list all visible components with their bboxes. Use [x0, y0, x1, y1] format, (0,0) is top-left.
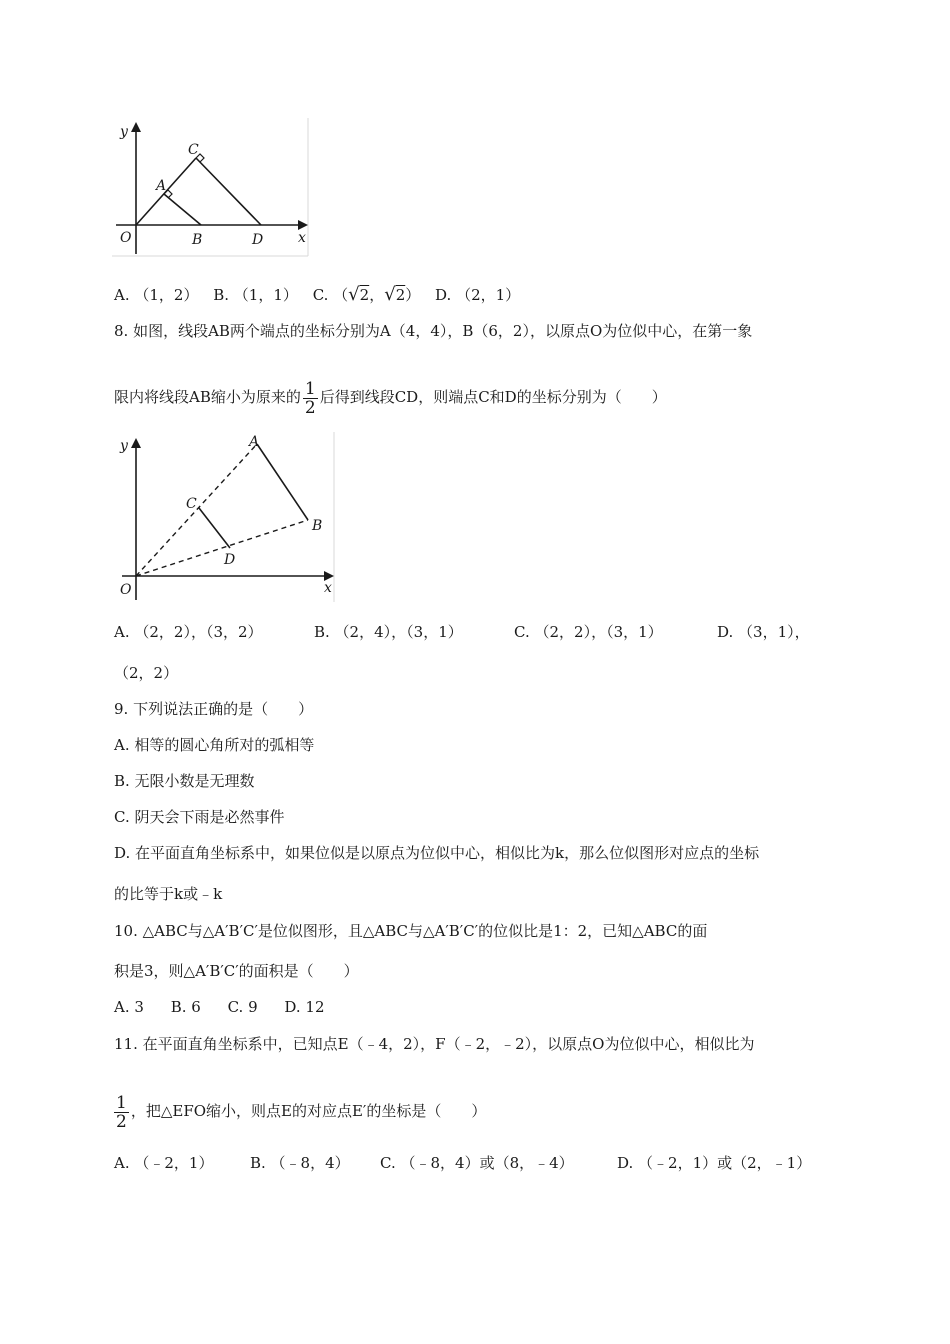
- q10-option-a[interactable]: A. 3: [114, 998, 144, 1016]
- fraction-numerator: 1: [116, 1092, 127, 1113]
- label-A: A: [156, 178, 167, 194]
- segment-AB: [164, 194, 201, 225]
- q8-stem-line2-before: 限内将线段AB缩小为原来的: [114, 388, 301, 406]
- q7-options: [114, 285, 520, 305]
- fraction-denominator: 2: [116, 1111, 127, 1132]
- q7-option-c-suffix: ）: [405, 286, 421, 304]
- label-C: C: [186, 496, 197, 512]
- q11-stem-line2-after: ，把△EFO缩小，则点E的对应点E′的坐标是（ ）: [130, 1102, 487, 1120]
- x-axis-arrow: [298, 220, 308, 230]
- q11-option-d[interactable]: D. （﹣2，1）或（2，﹣1）: [617, 1154, 812, 1172]
- label-D: D: [224, 552, 236, 568]
- q7-option-b[interactable]: B. （1，1）: [213, 286, 298, 304]
- q8-stem-line1: 8. 如图，线段AB两个端点的坐标分别为A（4，4），B（6，2），以原点O为位似中心，在第一象: [114, 322, 753, 340]
- q8-option-d[interactable]: D. （3，1），: [717, 623, 810, 641]
- q11-option-c[interactable]: C. （﹣8，4）或（8，﹣4）: [380, 1154, 574, 1172]
- segment-CD: [199, 508, 230, 548]
- q11-stem-line2: [114, 1092, 486, 1131]
- label-x: x: [298, 230, 306, 246]
- label-y: y: [120, 438, 128, 454]
- q7-option-d[interactable]: D. （2，1）: [435, 286, 521, 304]
- sqrt-symbol: √2: [348, 284, 370, 305]
- fraction-one-half: [303, 380, 318, 417]
- q10-option-b[interactable]: B. 6: [170, 998, 201, 1016]
- q7-option-c-prefix: C. （: [312, 286, 349, 304]
- segment-AB: [257, 444, 308, 520]
- q8-stem-line2: [114, 378, 667, 417]
- q7-option-c-radicand-1: 2: [359, 286, 370, 304]
- q9-option-d[interactable]: D. 在平面直角坐标系中，如果位似是以原点为位似中心，相似比为k，那么位似图形对应点的坐标: [114, 844, 760, 862]
- q10-stem-line1: 10. △ABC与△A′B′C′是位似图形，且△ABC与△A′B′C′的位似比是1：2，已知△ABC的面: [114, 922, 708, 940]
- q8-options: [114, 622, 810, 642]
- q7-option-c[interactable]: [313, 285, 421, 305]
- q11-options: [114, 1153, 812, 1173]
- q8-stem-line2-after: 后得到线段CD，则端点C和D的坐标分别为（ ）: [319, 388, 667, 406]
- y-axis-arrow: [131, 122, 141, 132]
- fraction-denominator: 2: [304, 397, 316, 418]
- q10-stem-line2: 积是3，则△A′B′C′的面积是（ ）: [114, 962, 359, 980]
- q9-option-a[interactable]: A. 相等的圆心角所对的弧相等: [114, 736, 315, 754]
- q7-option-c-radicand-2: 2: [395, 286, 406, 304]
- q8-option-c[interactable]: C. （2，2），（3，1）: [514, 623, 663, 641]
- label-y: y: [120, 124, 128, 140]
- q11-stem-line1: 11. 在平面直角坐标系中，已知点E（﹣4，2），F（﹣2，﹣2），以原点O为位似中心，相似比为: [114, 1035, 755, 1053]
- q8-option-b[interactable]: B. （2，4），（3，1）: [314, 623, 463, 641]
- q9-option-d-cont: 的比等于k或﹣k: [114, 885, 223, 903]
- q9-stem: 9. 下列说法正确的是（ ）: [114, 700, 314, 718]
- label-O: O: [120, 230, 132, 246]
- figure-q8: [112, 432, 338, 604]
- label-x: x: [324, 580, 332, 596]
- label-O: O: [120, 582, 132, 598]
- q9-option-b[interactable]: B. 无限小数是无理数: [114, 772, 255, 790]
- y-axis-arrow: [131, 438, 141, 448]
- q9-option-c[interactable]: C. 阴天会下雨是必然事件: [114, 808, 285, 826]
- q8-option-a[interactable]: A. （2，2），（3，2）: [114, 623, 263, 641]
- q7-option-a[interactable]: A. （1，2）: [114, 286, 199, 304]
- q11-option-b[interactable]: B. （﹣8，4）: [250, 1154, 350, 1172]
- fraction-numerator: 1: [304, 378, 316, 399]
- q7-option-c-comma: ，: [369, 286, 385, 304]
- q8-option-d-cont: （2，2）: [114, 664, 179, 682]
- figure-q7: [112, 118, 312, 258]
- q10-options: [114, 997, 325, 1017]
- segment-CD: [196, 158, 261, 225]
- q10-option-d[interactable]: D. 12: [284, 998, 325, 1016]
- label-D: D: [252, 232, 264, 248]
- label-B: B: [312, 518, 323, 534]
- label-C: C: [188, 142, 199, 158]
- q10-option-c[interactable]: C. 9: [227, 998, 258, 1016]
- label-A: A: [249, 434, 260, 450]
- fraction-one-half: [114, 1094, 129, 1131]
- label-B: B: [192, 232, 203, 248]
- q11-option-a[interactable]: A. （﹣2，1）: [114, 1154, 214, 1172]
- sqrt-symbol: √2: [384, 284, 406, 305]
